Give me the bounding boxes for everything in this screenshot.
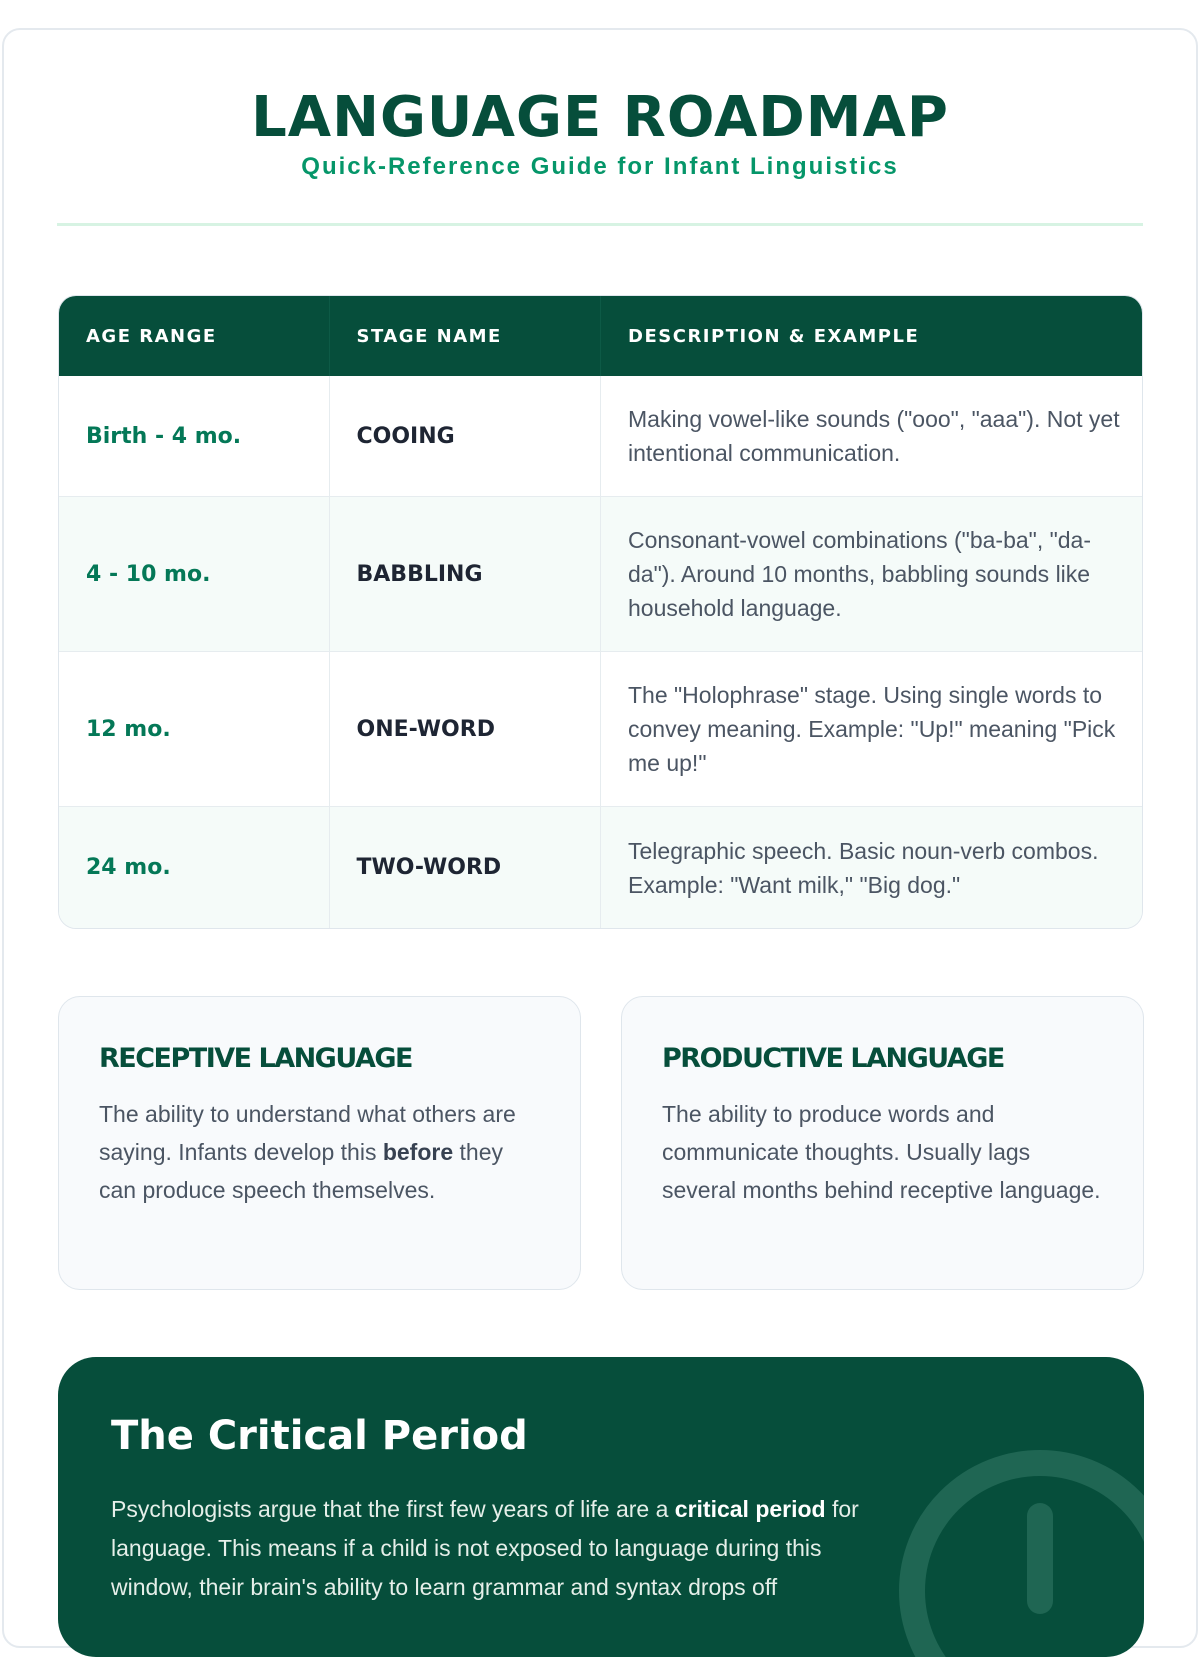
- stage-name-cell: BABBLING: [356, 561, 483, 587]
- critical-period-panel: [58, 1357, 1144, 1657]
- table-row: [59, 806, 1142, 928]
- productive-language-card: [621, 996, 1144, 1290]
- clock-icon: [890, 1441, 1144, 1657]
- page-title: LANGUAGE ROADMAP: [251, 85, 949, 150]
- age-range-cell: Birth - 4 mo.: [86, 423, 242, 449]
- receptive-language-text: The ability to understand what others are saying. Infants develop this before they can produce speech themselves.: [99, 1101, 516, 1203]
- description-cell: Telegraphic speech. Basic noun-verb combos. Example: "Want milk," "Big dog.": [628, 837, 1099, 898]
- age-range-cell: 12 mo.: [86, 716, 171, 742]
- table-header: [59, 296, 1142, 376]
- receptive-language-title: RECEPTIVE LANGUAGE: [99, 1043, 412, 1074]
- stage-name-cell: TWO-WORD: [356, 855, 502, 880]
- roadmap-table: [58, 295, 1143, 929]
- critical-period-text: Psychologists argue that the first few years of life are a critical period for language. This means if a child is not exposed to language during this window, their brain's ability to learn grammar and syntax drops off: [111, 1496, 859, 1600]
- table-row: [59, 376, 1142, 496]
- age-range-cell: 4 - 10 mo.: [86, 561, 211, 587]
- emphasis-before: before: [382, 1139, 454, 1165]
- critical-period-title: The Critical Period: [111, 1413, 528, 1459]
- page-header: [0, 84, 1200, 182]
- column-header-description: DESCRIPTION & EXAMPLE: [628, 325, 920, 347]
- stage-name-cell: COOING: [356, 423, 455, 449]
- header-divider: [57, 223, 1143, 226]
- stage-name-cell: ONE-WORD: [356, 716, 495, 742]
- description-cell: The "Holophrase" stage. Using single words to convey meaning. Example: "Up!" meaning "Pick me up!": [628, 682, 1116, 776]
- productive-language-text: The ability to produce words and communicate thoughts. Usually lags several months behind receptive language.: [662, 1101, 1101, 1203]
- description-cell: Making vowel-like sounds ("ooo", "aaa"). Not yet intentional communication.: [628, 406, 1120, 466]
- emphasis-critical-period: critical period: [674, 1496, 826, 1522]
- age-range-cell: 24 mo.: [86, 855, 171, 880]
- table-row: [59, 651, 1142, 806]
- column-header-age: AGE RANGE: [59, 296, 330, 376]
- table-row: [59, 496, 1142, 651]
- page-subtitle: Quick-Reference Guide for Infant Linguistics: [301, 153, 899, 180]
- column-header-stage: STAGE NAME: [330, 296, 602, 376]
- description-cell: Consonant-vowel combinations ("ba-ba", "da-da"). Around 10 months, babbling sounds like household language.: [628, 527, 1092, 621]
- receptive-language-card: [58, 996, 581, 1290]
- productive-language-title: PRODUCTIVE LANGUAGE: [662, 1043, 1004, 1074]
